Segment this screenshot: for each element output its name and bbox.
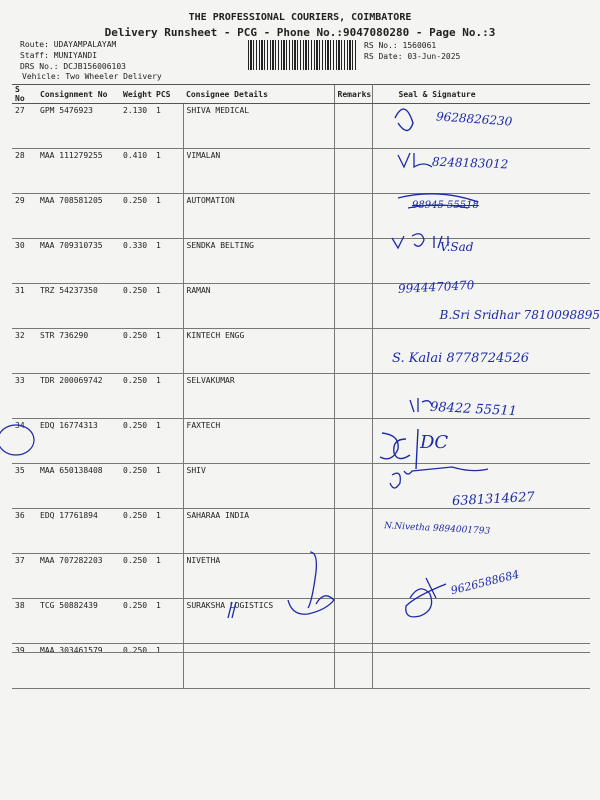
- cell-weight: 0.250: [120, 329, 153, 374]
- cell-consignment: EDQ 17761894: [37, 509, 120, 554]
- cell-weight: 0.250: [120, 509, 153, 554]
- cell-sno: 28: [12, 149, 37, 194]
- cell-consignment: EDQ 16774313: [37, 419, 120, 464]
- cell-consignee: SHIV: [183, 464, 334, 509]
- cell-consignee: SHIVA MEDICAL: [183, 104, 334, 149]
- cell-pcs: 1: [153, 419, 183, 464]
- cell-consignee: FAXTECH: [183, 419, 334, 464]
- cell-sno: 37: [12, 554, 37, 599]
- cell-weight: 2.130: [120, 104, 153, 149]
- cell-consignment: MAA 708581205: [37, 194, 120, 239]
- cell-sno: 29: [12, 194, 37, 239]
- cell-consignment: GPM 5476923: [37, 104, 120, 149]
- signature-27: 9628826230: [435, 109, 513, 129]
- cell-pcs: 1: [153, 509, 183, 554]
- cell-consignment: TDR 200069742: [37, 374, 120, 419]
- col-remarks: Remarks: [334, 85, 372, 104]
- cell-consignment: TRZ 54237350: [37, 284, 120, 329]
- cell-pcs: 1: [153, 104, 183, 149]
- cell-consignment: MAA 650138408: [37, 464, 120, 509]
- cell-sno: 39: [12, 644, 37, 689]
- runsheet-subtitle: Delivery Runsheet - PCG - Phone No.:9047080280 - Page No.:3: [104, 26, 496, 39]
- cell-consignee: RAMAN: [183, 284, 334, 329]
- signature-32: B.Sri Sridhar 7810098895: [439, 308, 600, 322]
- cell-sno: 32: [12, 329, 37, 374]
- signature-37: N.Nivetha 9894001793: [383, 521, 491, 537]
- signature-31: 9944470470: [397, 278, 475, 296]
- cell-pcs: 1: [153, 644, 183, 689]
- cell-pcs: 1: [153, 149, 183, 194]
- cell-consignee: KINTECH ENGG: [183, 329, 334, 374]
- cell-sno: 36: [12, 509, 37, 554]
- cell-consignee: VIMALAN: [183, 149, 334, 194]
- cell-consignment: STR 736290: [37, 329, 120, 374]
- cell-consignment: MAA 111279255: [37, 149, 120, 194]
- vehicle-info: Vehicle: Two Wheeler Delivery: [22, 72, 162, 81]
- col-pcs: PCS: [153, 85, 183, 104]
- cell-consignment: TCG 50882439: [37, 599, 120, 644]
- cell-pcs: 1: [153, 329, 183, 374]
- drs-number: DRS No.: DCJB156006103: [20, 62, 126, 71]
- cell-consignee: SURAKSHA LOGISTICS: [183, 599, 334, 644]
- company-title: THE PROFESSIONAL COURIERS, COIMBATORE: [188, 12, 412, 23]
- cell-sno: 35: [12, 464, 37, 509]
- cell-consignee: SENDKA BELTING: [183, 239, 334, 284]
- cell-weight: 0.330: [120, 239, 153, 284]
- cell-sno: 30: [12, 239, 37, 284]
- signature-28: 8248183012: [431, 154, 509, 172]
- cell-pcs: 1: [153, 284, 183, 329]
- cell-consignee: SELVAKUMAR: [183, 374, 334, 419]
- cell-pcs: 1: [153, 554, 183, 599]
- cell-weight: 0.250: [120, 419, 153, 464]
- cell-weight: 0.250: [120, 554, 153, 599]
- cell-sno: 34: [12, 419, 37, 464]
- signature-35: DC: [420, 432, 449, 453]
- cell-weight: 0.250: [120, 464, 153, 509]
- signature-36: 6381314627: [451, 489, 536, 510]
- cell-weight: 0.250: [120, 374, 153, 419]
- route-info: Route: UDAYAMPALAYAM: [20, 40, 117, 49]
- signature-39: 9626588684: [449, 567, 521, 598]
- cell-weight: 0.250: [120, 194, 153, 239]
- cell-sno: 31: [12, 284, 37, 329]
- rs-date: RS Date: 03-Jun-2025: [364, 52, 461, 61]
- cell-sno: 33: [12, 374, 37, 419]
- signature-29: 98945 55518: [412, 200, 479, 211]
- cell-pcs: 1: [153, 194, 183, 239]
- cell-consignment: MAA 709310735: [37, 239, 120, 284]
- signature-34: 98422 55511: [429, 399, 518, 420]
- rs-number: RS No.: 1560061: [364, 41, 437, 50]
- cell-weight: 0.410: [120, 149, 153, 194]
- cell-consignment: MAA 707282203: [37, 554, 120, 599]
- cell-weight: 0.250: [120, 644, 153, 689]
- staff-info: Staff: MUNIYANDI: [20, 51, 98, 60]
- col-signature: Seal & Signature: [372, 85, 590, 104]
- cell-pcs: 1: [153, 599, 183, 644]
- cell-consignee: SAHARAA INDIA: [183, 509, 334, 554]
- cell-consignee: AUTOMATION: [183, 194, 334, 239]
- cell-sno: 27: [12, 104, 37, 149]
- col-weight: Weight: [120, 85, 153, 104]
- col-consignee: Consignee Details: [183, 85, 334, 104]
- cell-consignee: NIVETHA: [183, 554, 334, 599]
- signature-30: V.Sad: [440, 240, 474, 254]
- cell-consignment: MAA 303461579: [37, 644, 120, 689]
- cell-pcs: 1: [153, 239, 183, 284]
- cell-weight: 0.250: [120, 284, 153, 329]
- cell-sno: 38: [12, 599, 37, 644]
- signature-33: S. Kalai 8778724526: [392, 351, 530, 366]
- cell-pcs: 1: [153, 374, 183, 419]
- cell-weight: 0.250: [120, 599, 153, 644]
- cell-pcs: 1: [153, 464, 183, 509]
- col-sno: S No: [12, 85, 37, 104]
- col-consignment: Consignment No: [37, 85, 120, 104]
